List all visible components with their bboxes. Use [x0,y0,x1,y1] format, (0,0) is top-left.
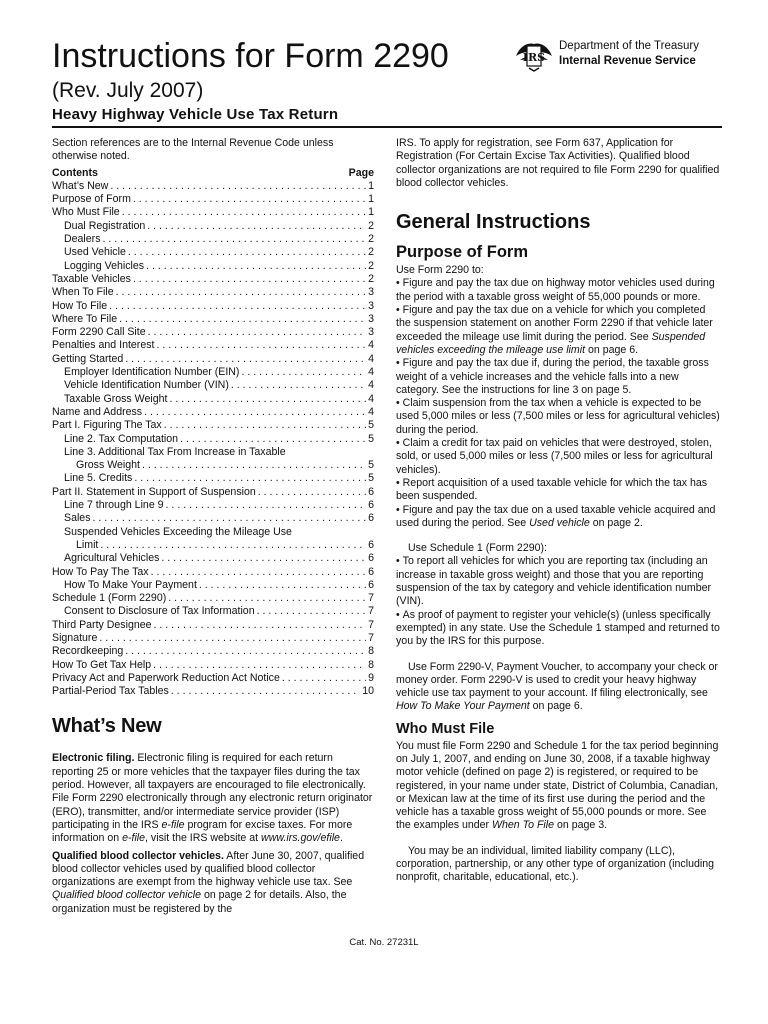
toc-leader-dots [282,672,366,685]
toc-entry-page: 8 [368,645,374,658]
efile-text-2: program for excise taxes. For more information on [52,818,353,845]
toc-entry-label: Where To File [52,312,118,325]
toc-entry-label: Signature [52,631,98,644]
toc-leader-dots [164,419,366,432]
header-divider [52,126,722,128]
toc-entry-page: 6 [368,499,374,512]
toc-leader-dots [134,472,366,485]
toc-entry[interactable] [52,193,374,206]
toc-entry-label: Employer Identification Number (EIN) [64,366,240,379]
toc-leader-dots [93,512,367,525]
registration-continuation: IRS. To apply for registration, see Form 637, Application for Registration (For Certain Excise Tax Activities). Qualified blood collector organizations are not required to file Form 2290 for qualified blood collector vehicles. [396,137,720,189]
toc-entry-page: 4 [368,366,374,379]
toc-entry-page: 6 [368,485,374,498]
toc-entry[interactable] [52,685,374,698]
toc-entry-label: When To File [52,286,114,299]
who-must-file-heading: Who Must File [396,720,495,737]
toc-leader-dots [241,366,366,379]
toc-entry-label: How To Pay The Tax [52,565,149,578]
irs-eagle-logo-icon [514,38,554,72]
efile-url-link[interactable]: www.irs.gov/efile [261,832,340,845]
svg-text:IRS: IRS [522,51,546,64]
toc-entry[interactable] [52,419,374,432]
toc-entry-page: 9 [368,671,374,684]
toc-entry[interactable] [52,353,374,366]
toc-leader-dots [168,592,366,605]
toc-entry-page: 6 [368,552,374,565]
electronic-filing-paragraph [52,752,374,845]
toc-entry-label: Privacy Act and Paperwork Reduction Act Notice [52,671,280,684]
form-subtitle: Heavy Highway Vehicle Use Tax Return [52,106,339,123]
b2-text: Figure and pay the tax due on a vehicle for which you completed the suspension statement on another Form 2290 if that vehicle later exceeded the mileage use limit during the period. See [396,304,713,343]
blood-italic: Qualified blood collector vehicle [52,889,201,902]
toc-entry-page: 4 [368,352,374,365]
toc-leader-dots [100,539,366,552]
toc-leader-dots [156,339,366,352]
toc-leader-dots [154,619,367,632]
b2-tail: on page 6. [585,343,639,356]
toc-entry-label: Suspended Vehicles Exceeding the Mileage Use [64,525,292,538]
toc-entry-label: Dealers [64,233,101,246]
toc-leader-dots [231,379,366,392]
toc-header [52,167,374,180]
voucher-italic: How To Make Your Payment [396,700,530,713]
toc-leader-dots [125,353,366,366]
toc-entry-label: Taxable Vehicles [52,272,131,285]
toc-entry-label: Line 2. Tax Computation [64,432,179,445]
who-tail: on page 3. [554,819,608,832]
toc-leader-dots [147,220,366,233]
toc-entry-page: 10 [362,685,374,698]
toc-leader-dots [99,632,366,645]
toc-leader-dots [146,260,366,273]
toc-entry[interactable] [52,206,374,219]
toc-entry-page: 6 [368,512,374,525]
toc-entry-label: What’s New [52,179,109,192]
toc-leader-dots [151,566,367,579]
toc-entry-label: Schedule 1 (Form 2290) [52,592,167,605]
page-title: Instructions for Form 2290 [52,37,449,75]
toc-entry-label: Agricultural Vehicles [64,552,160,565]
toc-entry-page: 4 [368,339,374,352]
toc-leader-dots [128,246,366,259]
toc-leader-dots [153,659,366,672]
toc-entry[interactable] [52,672,374,685]
entity-types-paragraph: You may be an individual, limited liability company (LLC), corporation, partnership, or any other type of organization (including nonprofit, charitable, educational, etc.). [396,844,714,884]
toc-entry-label: Logging Vehicles [64,259,145,272]
toc-entry[interactable] [52,472,374,485]
b7-italic: Used vehicle [529,516,590,529]
purpose-bullet: • Report acquisition of a used taxable vehicle for which the tax has been suspended. [396,477,722,504]
toc-entry-page: 3 [368,312,374,325]
schedule-1-intro: Use Schedule 1 (Form 2290): [408,542,547,555]
blood-collector-lead: Qualified blood collector vehicles. [52,849,224,862]
toc-leader-dots [258,486,366,499]
toc-leader-dots [110,180,366,193]
electronic-filing-lead: Electronic filing. [52,752,135,765]
revision-date: (Rev. July 2007) [52,79,204,102]
toc-entry[interactable] [52,300,374,313]
toc-entry-label: Getting Started [52,352,124,365]
schedule-bullet: • To report all vehicles for which you are reporting tax (including an increase in taxable gross weight) and those that you are reporting suspension of the tax by category and vehicle identification number (VIN). [396,555,722,608]
toc-entry[interactable] [52,180,374,193]
toc-entry[interactable] [52,512,374,525]
left-column [52,137,374,920]
toc-entry-page: 2 [368,246,374,259]
toc-entry[interactable] [52,273,374,286]
purpose-bullet: • Figure and pay the tax due on highway motor vehicles used during the period with a taxable gross weight of 55,000 pounds or more. [396,277,722,304]
purpose-bullet [396,504,722,531]
toc-entry-page: 8 [368,658,374,671]
purpose-bullet: • Claim suspension from the tax when a vehicle is expected to be used 5,000 miles or less (7,500 miles or less for agricultural vehicles) during the period. [396,397,722,437]
toc-entry-page: 1 [368,193,374,206]
toc-leader-dots [144,406,366,419]
toc-entry[interactable] [52,379,374,392]
toc-entry-page: 3 [368,286,374,299]
toc-leader-dots [161,552,366,565]
table-of-contents [52,180,374,699]
toc-entry[interactable] [52,645,374,658]
toc-entry-label: How To File [52,299,108,312]
toc-entry-label: Who Must File [52,206,120,219]
blood-text-1: After June 30, 2007, qualified blood collector vehicles used by qualified blood collector organizations are exempt from the highway vehicle use tax. See [52,849,365,889]
toc-entry-label: Taxable Gross Weight [64,392,168,405]
toc-leader-dots [199,579,366,592]
toc-entry[interactable] [52,632,374,645]
purpose-bullet: • Claim a credit for tax paid on vehicles that were destroyed, stolen, sold, or used 5,000 miles or less (7,500 miles or less for agricultural vehicles). [396,437,722,477]
right-column [396,137,722,885]
toc-entry[interactable] [52,260,374,273]
toc-leader-dots [119,313,366,326]
toc-entry-page: 2 [368,219,374,232]
toc-entry-label: Line 3. Additional Tax From Increase in Taxable [64,445,286,458]
efile-text-3: , visit the IRS website at [145,832,262,845]
toc-leader-dots [171,685,360,698]
toc-entry[interactable] [52,539,374,552]
toc-leader-dots [133,273,366,286]
whats-new-heading: What’s New [52,715,162,738]
toc-leader-dots [133,193,366,206]
toc-entry-label: Limit [76,538,99,551]
toc-entry-page: 7 [368,605,374,618]
section-references-note: Section references are to the Internal Revenue Code unless otherwise noted. [52,137,334,163]
toc-entry[interactable] [52,579,374,592]
toc-entry-label: Form 2290 Call Site [52,326,146,339]
toc-entry-page: 4 [368,379,374,392]
schedule-bullet: • As proof of payment to register your vehicle(s) (unless specifically exempted) in any state. Use the Schedule 1 stamped and returned to you by the IRS for this purpose. [396,609,722,649]
department-name: Department of the Treasury [559,40,699,52]
toc-entry-page: 2 [368,259,374,272]
toc-entry-page: 6 [368,565,374,578]
toc-entry[interactable] [52,433,374,446]
toc-entry-label: Used Vehicle [64,246,126,259]
efile-italic-1: e-file [161,818,185,831]
b2-italic: Suspended vehicles exceeding the mileage use limit [396,330,706,356]
toc-entry-page: 4 [368,405,374,418]
toc-entry-label: Recordkeeping [52,645,124,658]
catalog-number: Cat. No. 27231L [349,937,419,948]
toc-entry-page: 7 [368,631,374,644]
toc-entry[interactable] [52,326,374,339]
toc-entry-page: 1 [368,206,374,219]
toc-entry-label: Gross Weight [76,459,140,472]
toc-entry[interactable] [52,446,374,459]
toc-leader-dots [125,645,366,658]
toc-entry[interactable] [52,659,374,672]
toc-entry-label: Consent to Disclosure of Tax Information [64,605,255,618]
document-header [52,36,722,126]
toc-entry-page: 7 [368,618,374,631]
toc-entry-page: 5 [368,472,374,485]
toc-entry[interactable] [52,486,374,499]
toc-entry-page: 3 [368,299,374,312]
toc-leader-dots [148,326,366,339]
toc-title: Contents [52,166,98,179]
toc-entry-label: Sales [64,512,91,525]
toc-entry-page: 2 [368,272,374,285]
purpose-bullet: • Figure and pay the tax due if, during the period, the taxable gross weight of a vehicle increases and the vehicle falls into a new category. See the instructions for line 3 on page 5. [396,357,722,397]
toc-entry-page: 6 [368,538,374,551]
who-text: You must file Form 2290 and Schedule 1 for the tax period beginning on July 1, 2007, and ending on June 30, 2008, if a taxable highway motor vehicle (defined on page 2) is registered, or required to be registered, in your name under state, District of Columbia, Canadian, or Mexican law at the time of its first use during the period and the vehicle has a taxable gross weight of 55,000 pounds or more. See the examples under [396,739,719,832]
toc-leader-dots [142,459,366,472]
toc-entry-label: Dual Registration [64,219,146,232]
toc-entry-label: Line 7 through Line 9 [64,499,164,512]
voucher-text: Use Form 2290-V, Payment Voucher, to accompany your check or money order. Form 2290-V is used to credit your heavy highway vehicle use tax payment to your account. If filing electronically, see [396,660,718,700]
toc-leader-dots [180,433,366,446]
toc-page-label: Page [348,166,374,179]
toc-entry[interactable] [52,459,374,472]
agency-block [514,38,724,78]
who-italic: When To File [492,819,555,832]
blood-text-2: on page 2 for details. Also, the organization must be registered by the [52,889,347,915]
toc-entry[interactable] [52,339,374,352]
b7-text: Figure and pay the tax due on a used taxable vehicle acquired and used during the period. See [396,503,716,529]
purpose-of-form-heading: Purpose of Form [396,243,529,262]
toc-entry[interactable] [52,406,374,419]
efile-text-1: Electronic filing is required for each return reporting 25 or more vehicles that the taxpayer files during the tax period. However, all taxpayers are encouraged to file electronically. File Form 2290 electronically through any electronic return originator (ERO), transmitter, and/or intermediate service provider (ISP) participating in the IRS [52,752,373,831]
toc-entry[interactable] [52,393,374,406]
who-must-file-paragraph [396,740,722,833]
purpose-bullet [396,304,722,357]
toc-entry-page: 5 [368,459,374,472]
blood-collector-paragraph [52,850,374,916]
toc-leader-dots [169,393,366,406]
toc-entry-page: 7 [368,592,374,605]
toc-entry[interactable] [52,605,374,618]
toc-entry-label: Purpose of Form [52,193,131,206]
toc-leader-dots [103,233,367,246]
voucher-tail: on page 6. [529,700,583,713]
toc-entry-page: 2 [368,233,374,246]
efile-text-4: . [339,832,343,845]
toc-entry[interactable] [52,366,374,379]
use-form-intro: Use Form 2290 to: [396,264,484,277]
toc-entry-label: How To Make Your Payment [64,578,197,591]
toc-entry[interactable] [52,220,374,233]
toc-entry[interactable] [52,233,374,246]
b7-tail: on page 2. [589,516,643,529]
toc-entry[interactable] [52,552,374,565]
toc-entry[interactable] [52,313,374,326]
toc-entry-page: 5 [368,432,374,445]
toc-entry-label: Penalties and Interest [52,339,155,352]
toc-entry-label: How To Get Tax Help [52,658,152,671]
efile-italic-2: e-file [122,832,146,845]
general-instructions-heading: General Instructions [396,211,591,234]
toc-leader-dots [166,499,367,512]
toc-entry-page: 1 [368,179,374,192]
toc-entry[interactable] [52,526,374,539]
toc-leader-dots [116,286,366,299]
toc-entry-label: Partial-Period Tax Tables [52,685,169,698]
toc-entry-label: Vehicle Identification Number (VIN) [64,379,229,392]
toc-entry-label: Name and Address [52,405,143,418]
toc-entry-label: Part I. Figuring The Tax [52,419,162,432]
toc-entry-page: 4 [368,392,374,405]
toc-leader-dots [257,605,367,618]
toc-entry-page: 6 [368,578,374,591]
toc-entry[interactable] [52,592,374,605]
toc-entry[interactable] [52,286,374,299]
toc-entry-label: Third Party Designee [52,618,152,631]
toc-leader-dots [122,206,366,219]
agency-name: Internal Revenue Service [559,55,696,67]
toc-entry[interactable] [52,499,374,512]
toc-leader-dots [109,300,366,313]
payment-voucher-paragraph [396,661,722,714]
toc-entry-page: 3 [368,326,374,339]
toc-entry-page: 5 [368,419,374,432]
toc-entry[interactable] [52,246,374,259]
toc-entry[interactable] [52,566,374,579]
toc-entry[interactable] [52,619,374,632]
toc-entry-label: Part II. Statement in Support of Suspension [52,485,256,498]
toc-entry-label: Line 5. Credits [64,472,133,485]
